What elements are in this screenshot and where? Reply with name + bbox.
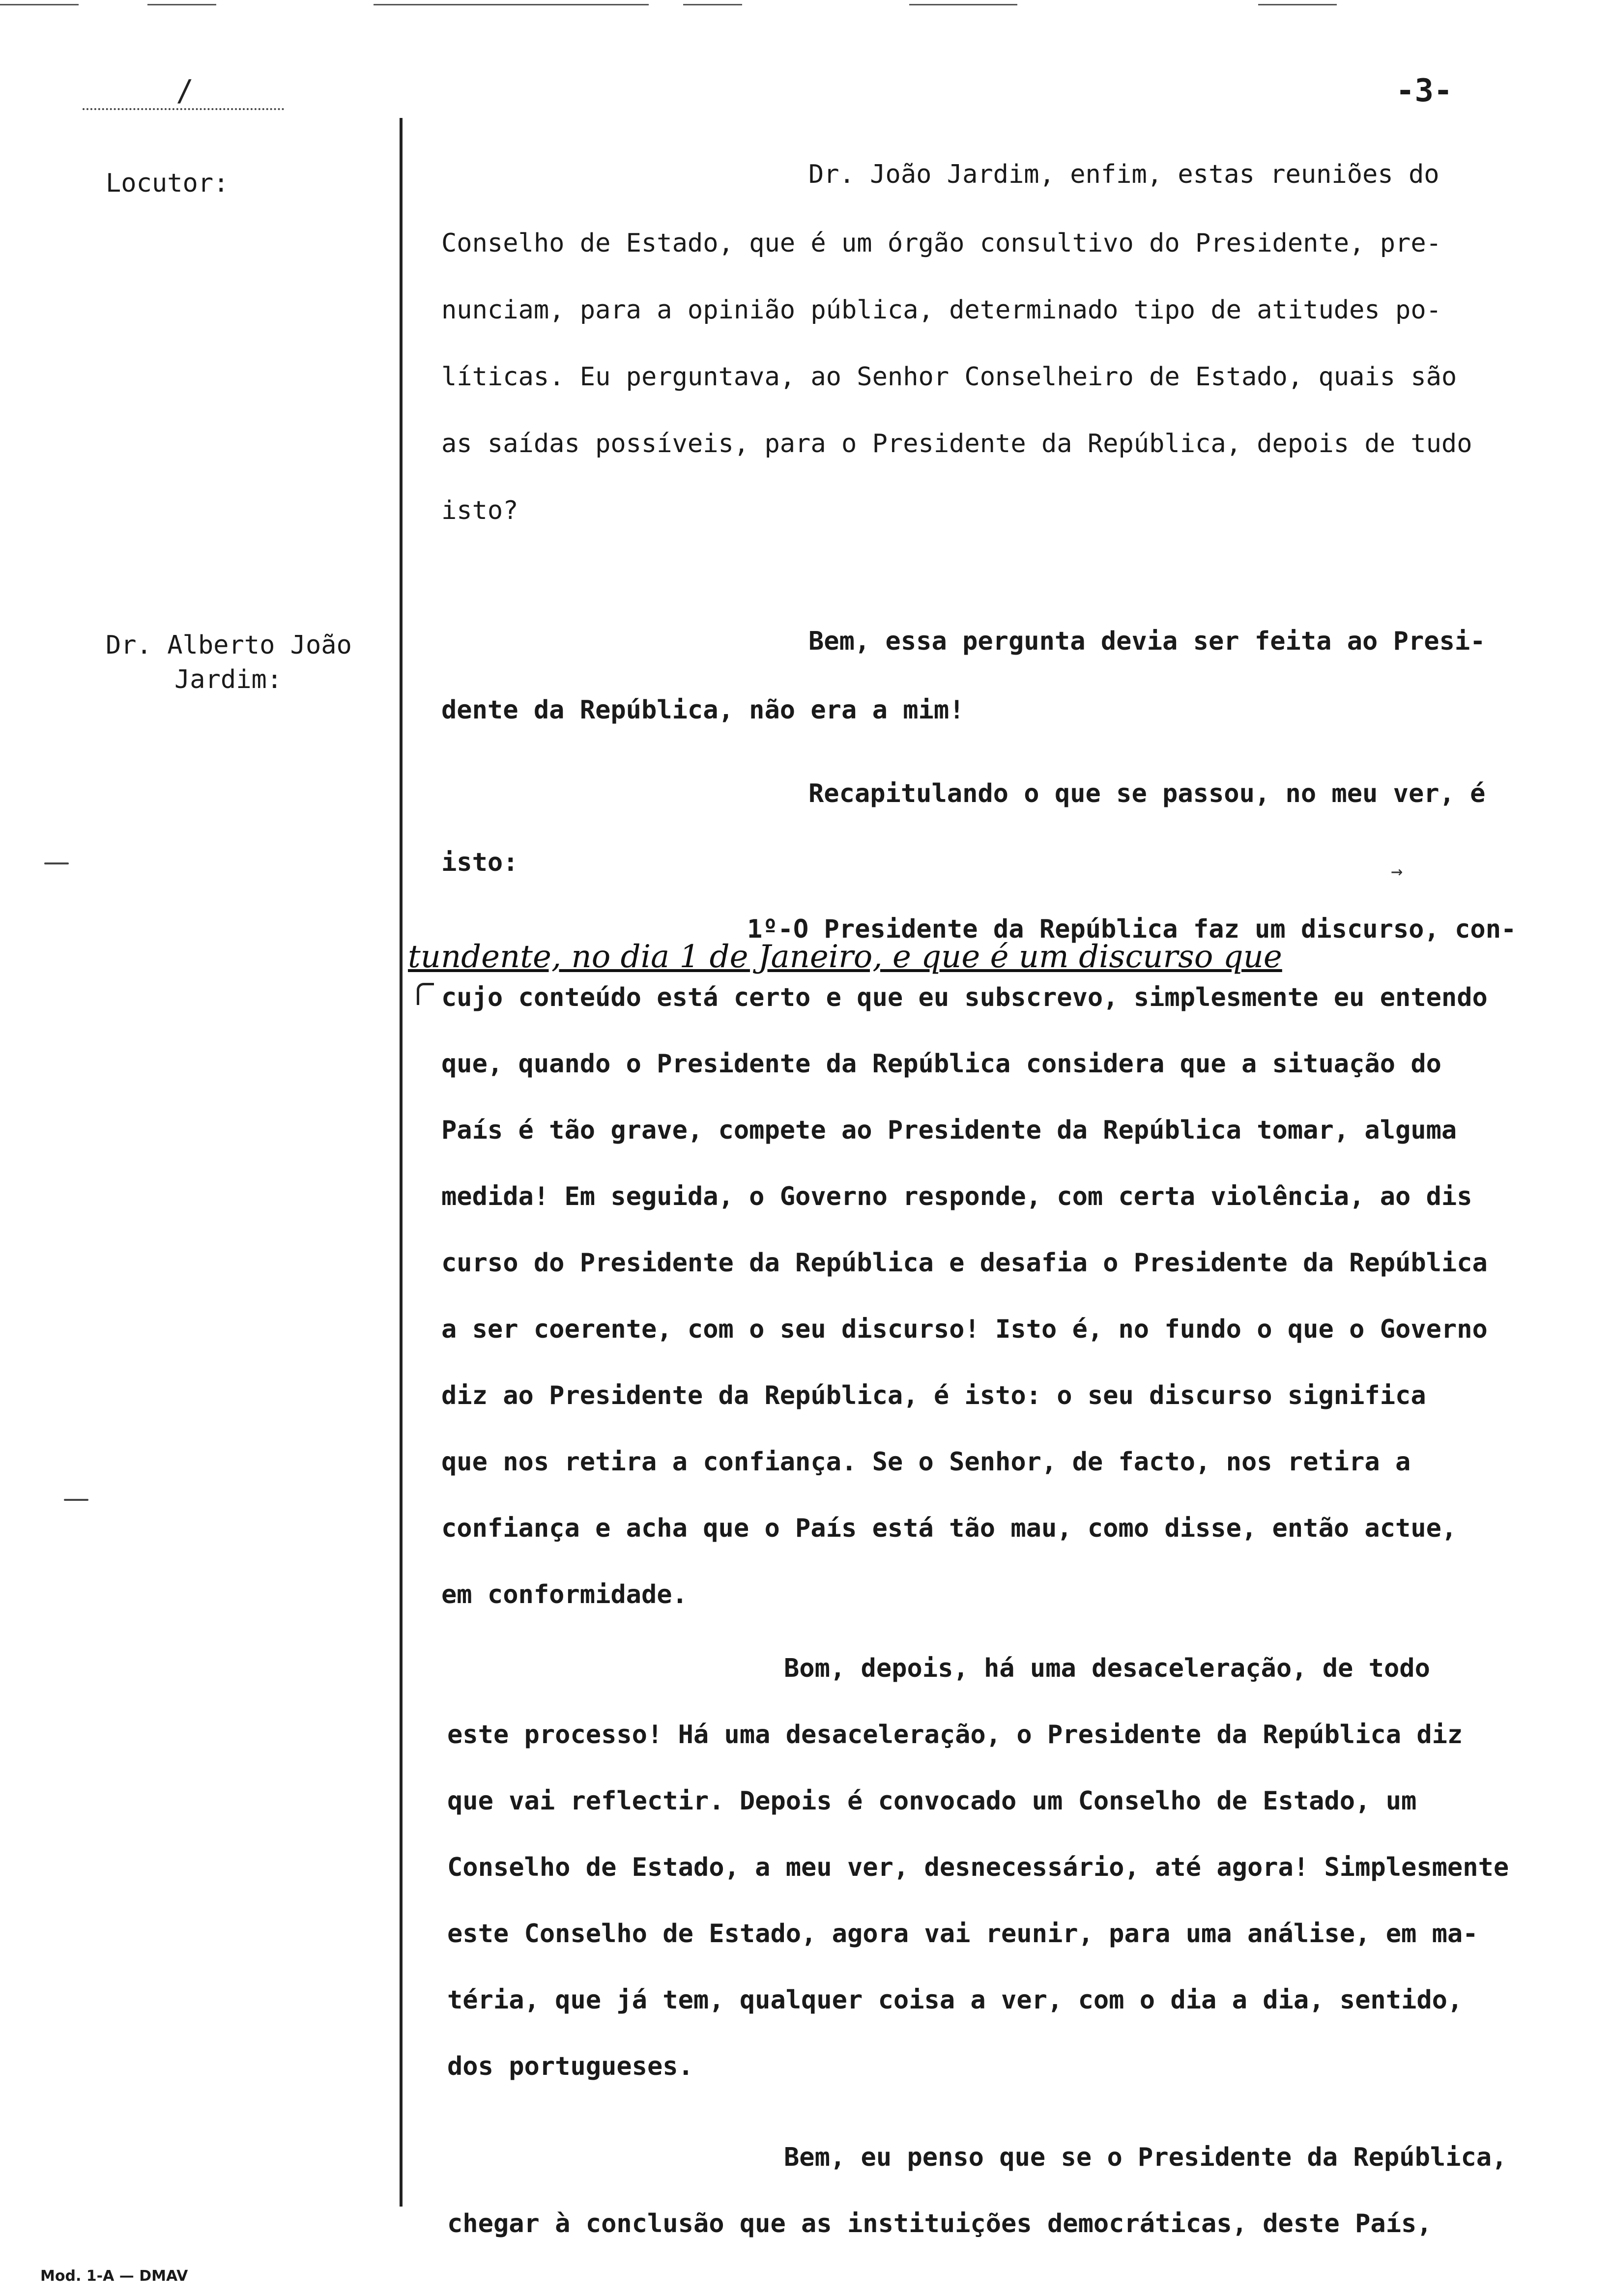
text-line: Dr. João Jardim, enfim, estas reuniões do bbox=[808, 160, 1439, 189]
handwritten-insert: tundente, no dia 1 de Janeiro, e que é um discurso que bbox=[408, 939, 1282, 975]
text-line: chegar à conclusão que as instituições democráticas, deste País, bbox=[447, 2209, 1432, 2239]
text-line: este Conselho de Estado, agora vai reunir, para uma análise, em ma- bbox=[447, 1919, 1478, 1949]
text-line: País é tão grave, compete ao Presidente da República tomar, alguma bbox=[441, 1116, 1457, 1145]
top-rule bbox=[374, 4, 649, 5]
text-line: isto: bbox=[441, 848, 518, 877]
top-rule bbox=[0, 4, 79, 5]
text-line: 1º-O Presidente da República faz um discurso, con- bbox=[747, 915, 1517, 944]
insert-arrow: → bbox=[1391, 860, 1403, 883]
text-line: téria, que já tem, qualquer coisa a ver, com o dia a dia, sentido, bbox=[447, 1985, 1463, 2015]
top-rule bbox=[1258, 4, 1337, 5]
text-line: Bem, eu penso que se o Presidente da República, bbox=[784, 2143, 1507, 2172]
text-line: a ser coerente, com o seu discurso! Isto é, no fundo o que o Governo bbox=[441, 1315, 1488, 1344]
text-line: as saídas possíveis, para o Presidente da República, depois de tudo bbox=[441, 429, 1472, 459]
form-field-slot bbox=[83, 74, 284, 110]
insert-bracket bbox=[417, 983, 434, 1005]
text-line: em conformidade. bbox=[441, 1580, 688, 1609]
speaker-alberto-cont: Jardim: bbox=[174, 665, 283, 694]
text-line: Conselho de Estado, a meu ver, desnecessário, até agora! Simplesmente bbox=[447, 1853, 1509, 1882]
text-line: isto? bbox=[441, 496, 518, 525]
text-line: dente da República, não era a mim! bbox=[441, 695, 965, 725]
top-rule bbox=[909, 4, 1017, 5]
text-line: este processo! Há uma desaceleração, o Presidente da República diz bbox=[447, 1720, 1463, 1750]
text-line: dos portugueses. bbox=[447, 2052, 693, 2081]
text-line: líticas. Eu perguntava, ao Senhor Conselheiro de Estado, quais são bbox=[441, 362, 1457, 392]
speaker-locutor: Locutor: bbox=[106, 169, 229, 198]
margin-mark bbox=[64, 1499, 88, 1501]
text-line: nunciam, para a opinião pública, determinado tipo de atitudes po- bbox=[441, 295, 1441, 325]
text-line: confiança e acha que o País está tão mau, como disse, então actue, bbox=[441, 1514, 1457, 1543]
speaker-alberto: Dr. Alberto João bbox=[106, 631, 352, 660]
page-number: -3- bbox=[1396, 73, 1453, 109]
text-line: que nos retira a confiança. Se o Senhor, de facto, nos retira a bbox=[441, 1447, 1411, 1477]
text-line: diz ao Presidente da República, é isto: o seu discurso significa bbox=[441, 1381, 1426, 1410]
text-line: que, quando o Presidente da República considera que a situação do bbox=[441, 1049, 1441, 1079]
top-rule bbox=[147, 4, 216, 5]
margin-rule bbox=[400, 118, 403, 2207]
text-line: curso do Presidente da República e desafia o Presidente da República bbox=[441, 1248, 1488, 1278]
text-line: que vai reflectir. Depois é convocado um Conselho de Estado, um bbox=[447, 1786, 1417, 1816]
top-rule bbox=[683, 4, 742, 5]
form-field-mark: / bbox=[176, 74, 194, 108]
text-line: Conselho de Estado, que é um órgão consultivo do Presidente, pre- bbox=[441, 229, 1441, 258]
form-footer: Mod. 1-A — DMAV bbox=[40, 2267, 188, 2285]
text-line: Bom, depois, há uma desaceleração, de todo bbox=[784, 1654, 1430, 1683]
margin-mark bbox=[44, 862, 69, 864]
text-line: Recapitulando o que se passou, no meu ver, é bbox=[808, 779, 1486, 808]
text-line: cujo conteúdo está certo e que eu subscrevo, simplesmente eu entendo bbox=[441, 983, 1488, 1012]
text-line: medida! Em seguida, o Governo responde, com certa violência, ao dis bbox=[441, 1182, 1472, 1211]
text-line: Bem, essa pergunta devia ser feita ao Presi- bbox=[808, 627, 1486, 656]
